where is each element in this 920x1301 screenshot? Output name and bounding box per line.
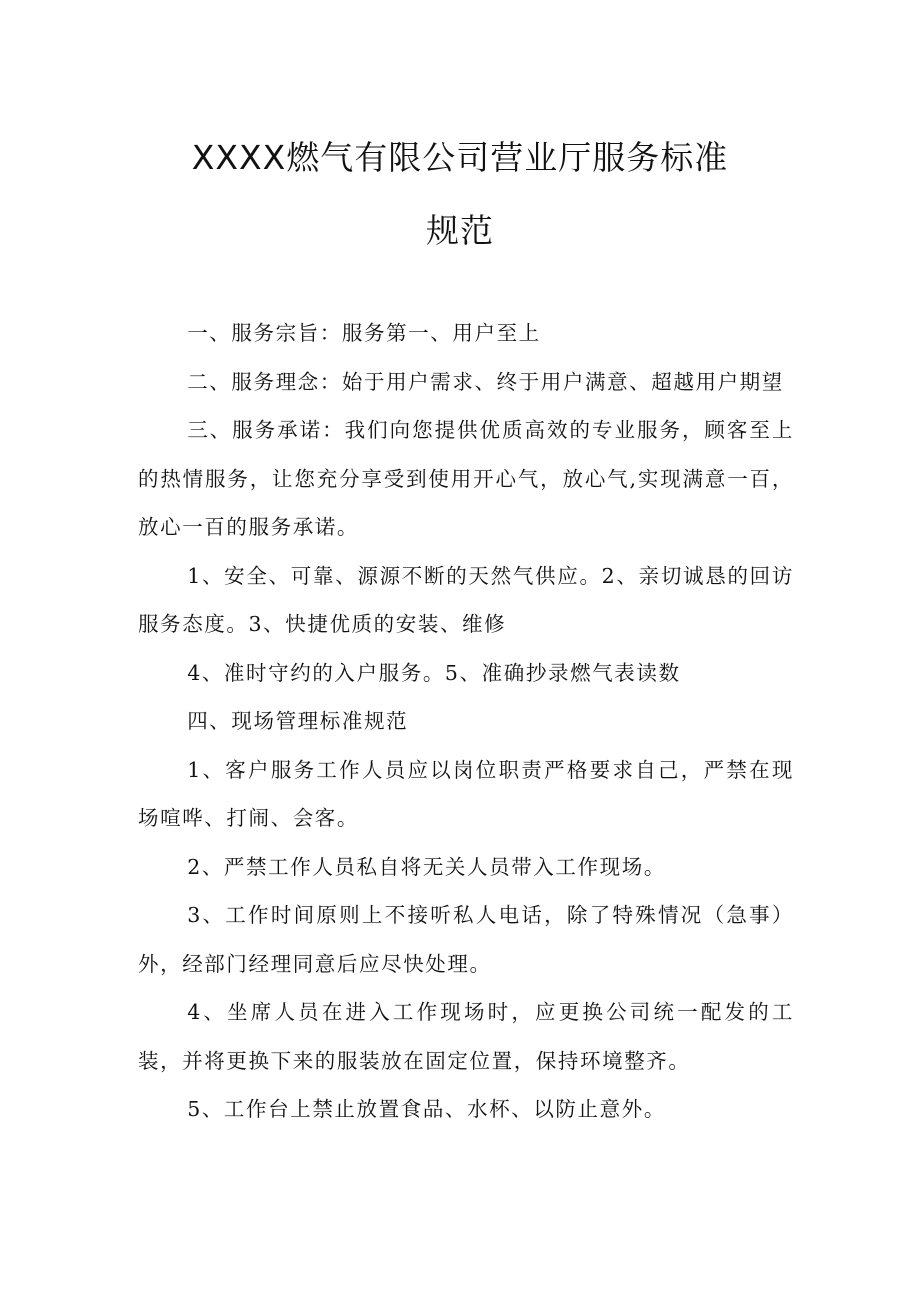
paragraph-rule-4: 4、坐席人员在进入工作现场时，应更换公司统一配发的工装，并将更换下来的服装放在固定位置，保持环境整齐。 xyxy=(138,1000,794,1073)
paragraph-service-philosophy: 二、服务理念：始于用户需求、终于用户满意、超越用户期望 xyxy=(187,369,784,394)
paragraph-site-management-heading: 四、现场管理标准规范 xyxy=(187,709,409,733)
document-body xyxy=(138,309,794,1134)
paragraph-service-commitment: 三、服务承诺：我们向您提供优质高效的专业服务，顾客至上的热情服务，让您充分享受到使用开心气，放心气,实现满意一百，放心一百的服务承诺。 xyxy=(138,418,794,539)
paragraph-rule-5: 5、工作台上禁止放置食品、水杯、以防止意外。 xyxy=(187,1097,666,1121)
paragraph-rule-2: 2、严禁工作人员私自将无关人员带入工作现场。 xyxy=(187,854,666,879)
paragraph-rule-1: 1、客户服务工作人员应以岗位职责严格要求自己，严禁在现场喧哗、打闹、会客。 xyxy=(138,757,794,830)
paragraph-commitment-items-1-3: 1、安全、可靠、源源不断的天然气供应。2、亲切诚恳的回访服务态度。3、快捷优质的安装、维修 xyxy=(138,563,794,636)
document-title-line-1: XXXX燃气有限公司营业厅服务标准 xyxy=(191,138,729,177)
paragraph-rule-3: 3、工作时间原则上不接听私人电话，除了特殊情况（急事）外，经部门经理同意后应尽快处理。 xyxy=(138,903,794,976)
paragraph-service-purpose: 一、服务宗旨：服务第一、用户至上 xyxy=(187,321,541,345)
paragraph-commitment-items-4-5: 4、准时守约的入户服务。5、准确抄录燃气表读数 xyxy=(187,660,681,685)
document-title-line-2: 规范 xyxy=(426,211,494,250)
